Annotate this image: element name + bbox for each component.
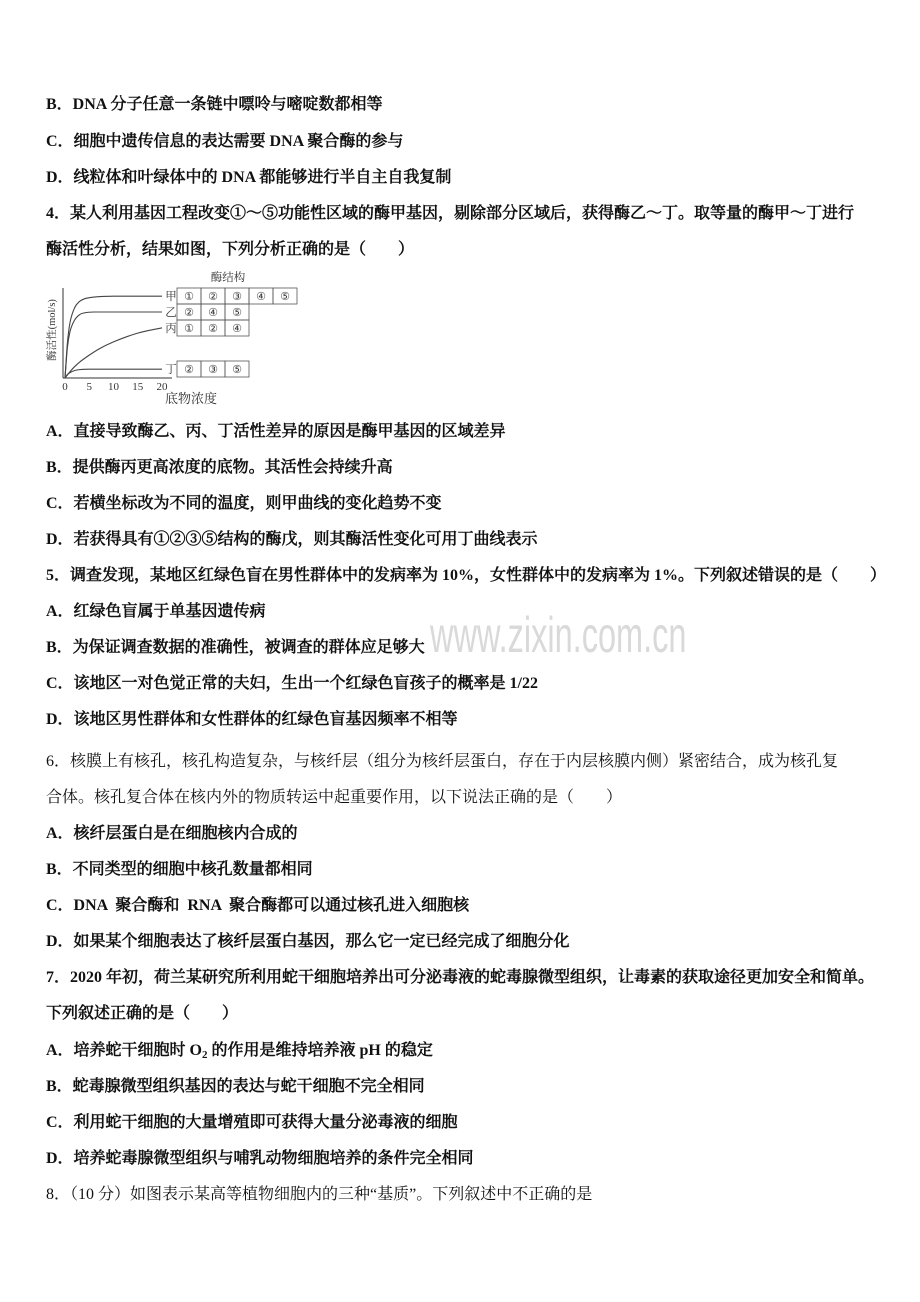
option-b: B．DNA 分子任意一条链中嘌呤与嘧啶数都相等 <box>46 96 383 113</box>
question-6-stem: 6．核膜上有核孔，核孔构造复杂，与核纤层（组分为核纤层蛋白，存在于内层核膜内侧）紧密结合，成为核孔复 <box>46 753 839 770</box>
question-7-option-c: C．利用蛇干细胞的大量增殖即可获得大量分泌毒液的细胞 <box>46 1114 458 1131</box>
structure-region-label: ① <box>184 291 194 303</box>
option-text: A．培养蛇干细胞时 O <box>46 1042 203 1059</box>
structure-region-label: ④ <box>208 307 218 319</box>
structure-table-title: 酶结构 <box>210 272 246 284</box>
option-d: D．线粒体和叶绿体中的 DNA 都能够进行半自主自我复制 <box>46 169 452 186</box>
structure-region-label: ① <box>184 323 194 335</box>
structure-region-label: ④ <box>256 291 266 303</box>
series-label: 丁 <box>165 364 177 377</box>
question-5-option-b: B．为保证调查数据的准确性，被调查的群体应足够大 <box>46 639 425 656</box>
series-line-3 <box>65 328 162 378</box>
x-tick-label: 15 <box>132 381 144 393</box>
question-5-stem: 5．调查发现，某地区红绿色盲在男性群体中的发病率为 10%，女性群体中的发病率为 1%。下列叙述错误的是（ ） <box>46 567 887 584</box>
series-line-1 <box>65 296 162 378</box>
question-5-option-a: A．红绿色盲属于单基因遗传病 <box>46 603 266 620</box>
question-5-option-d: D．该地区男性群体和女性群体的红绿色盲基因频率不相等 <box>46 711 458 728</box>
structure-region-label: ② <box>184 307 194 319</box>
structure-region-label: ③ <box>208 364 218 376</box>
series-line-4 <box>65 369 162 378</box>
y-axis-label: 酶活性(mol/s) <box>47 299 58 361</box>
series-label: 丙 <box>165 322 177 335</box>
question-4-option-c: C．若横坐标改为不同的温度，则甲曲线的变化趋势不变 <box>46 495 442 512</box>
question-6-option-d: D．如果某个细胞表达了核纤层蛋白基因，那么它一定已经完成了细胞分化 <box>46 933 570 950</box>
question-6-option-a: A．核纤层蛋白是在细胞核内合成的 <box>46 825 298 842</box>
structure-region-label: ② <box>208 323 218 335</box>
question-4-stem: 酶活性分析，结果如图，下列分析正确的是（ ） <box>46 241 415 258</box>
subscript: 2 <box>202 1049 208 1061</box>
option-text: 的作用是维持培养液 pH 的稳定 <box>207 1042 433 1059</box>
question-7-stem: 7．2020 年初，荷兰某研究所利用蛇干细胞培养出可分泌毒液的蛇毒腺微型组织，让毒素的获取途径更加安全和简单。 <box>46 969 875 986</box>
structure-region-label: ⑤ <box>232 307 242 319</box>
question-5-option-c: C．该地区一对色觉正常的夫妇，生出一个红绿色盲孩子的概率是 1/22 <box>46 675 539 692</box>
series-label: 甲 <box>165 291 177 304</box>
series-label: 乙 <box>165 307 177 319</box>
question-8-stem: 8．（10 分）如图表示某高等植物细胞内的三种“基质”。下列叙述中不正确的是 <box>46 1186 593 1203</box>
question-7-option-b: B．蛇毒腺微型组织基因的表达与蛇干细胞不完全相同 <box>46 1078 425 1095</box>
x-tick-label: 5 <box>86 381 92 393</box>
x-axis-label: 底物浓度 <box>164 391 218 406</box>
series-line-2 <box>65 312 162 378</box>
watermark: www.zixin.com.cn <box>430 607 687 663</box>
question-7-stem: 下列叙述正确的是（ ） <box>46 1005 239 1022</box>
structure-region-label: ⑤ <box>280 291 290 303</box>
question-7-option-d: D．培养蛇毒腺微型组织与哺乳动物细胞培养的条件完全相同 <box>46 1150 474 1167</box>
x-tick-label: 10 <box>108 381 119 393</box>
question-4-option-d: D．若获得具有①②③⑤结构的酶戊，则其酶活性变化可用丁曲线表示 <box>46 531 538 548</box>
question-7-option-a <box>46 1041 433 1061</box>
structure-region-label: ② <box>208 291 218 303</box>
enzyme-activity-chart <box>40 266 305 411</box>
question-6-option-b: B．不同类型的细胞中核孔数量都相同 <box>46 861 313 878</box>
structure-region-label: ② <box>184 364 194 376</box>
question-6-stem: 合体。核孔复合体在核内外的物质转运中起重要作用，以下说法正确的是（ ） <box>46 789 623 806</box>
option-c: C．细胞中遗传信息的表达需要 DNA 聚合酶的参与 <box>46 133 404 150</box>
x-tick-label: 0 <box>62 381 68 393</box>
structure-region-label: ⑤ <box>232 364 242 376</box>
question-4-option-a: A．直接导致酶乙、丙、丁活性差异的原因是酶甲基因的区域差异 <box>46 423 506 440</box>
x-tick-label: 20 <box>156 381 168 393</box>
structure-region-label: ④ <box>232 323 242 335</box>
question-4-option-b: B．提供酶丙更高浓度的底物。其活性会持续升高 <box>46 459 393 476</box>
question-6-option-c: C．DNA 聚合酶和 RNA 聚合酶都可以通过核孔进入细胞核 <box>46 897 470 914</box>
question-4-stem: 4．某人利用基因工程改变①～⑤功能性区域的酶甲基因，剔除部分区域后，获得酶乙～丁。取等量的酶甲～丁进行 <box>46 205 855 222</box>
structure-region-label: ③ <box>232 291 242 303</box>
